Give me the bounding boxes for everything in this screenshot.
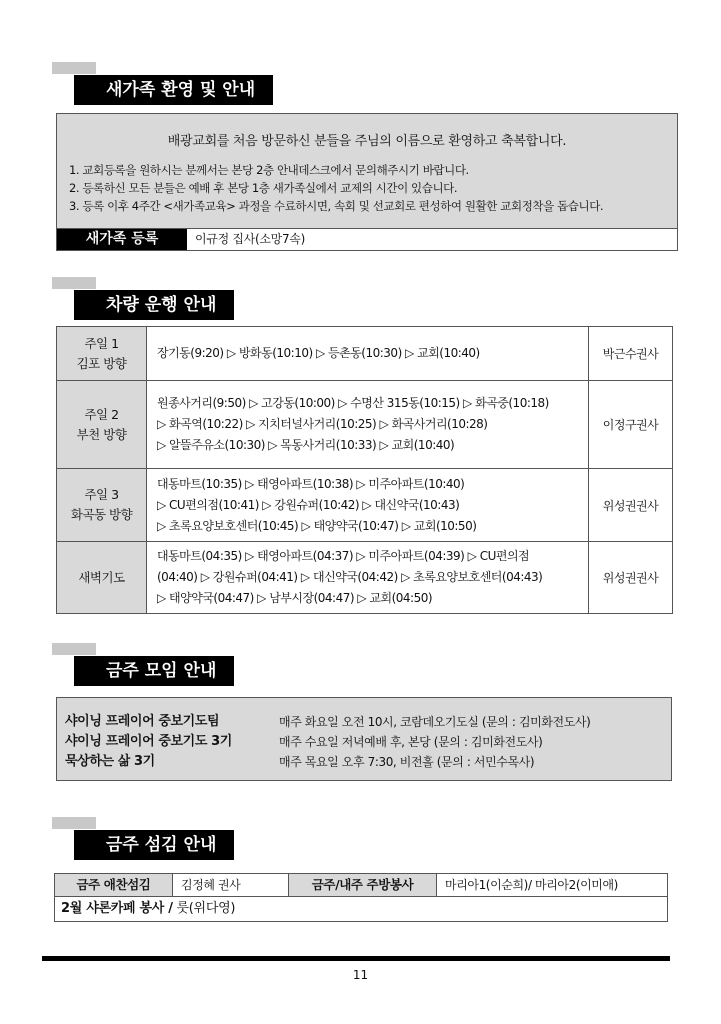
- route-driver: 위성권권사: [589, 469, 673, 542]
- cafe-label: 2월 샤론카페 봉사 /: [61, 901, 173, 916]
- route-driver: 위성권권사: [589, 542, 673, 614]
- newcomer-section-title: 새가족 환영 및 안내: [74, 75, 273, 105]
- section-tab-decoration: [52, 277, 96, 289]
- route-name: 주일 1 김포 방향: [57, 327, 147, 381]
- kitchen-label: 금주/내주 주방봉사: [289, 874, 437, 896]
- section-tab-decoration: [52, 643, 96, 655]
- list-item: 2. 등록하신 모든 분들은 예배 후 본당 1층 새가족실에서 교제의 시간이 있습니다.: [69, 181, 458, 195]
- list-item: 1. 교회등록을 원하시는 분께서는 본당 2층 안내데스크에서 문의해주시기 바랍니다.: [69, 163, 469, 177]
- route-name: 주일 2 부천 방향: [57, 381, 147, 469]
- welcome-message: 배광교회를 처음 방문하신 분들을 주님의 이름으로 환영하고 축복합니다.: [167, 134, 567, 149]
- route-stops: 원종사거리(9:50) ▷ 고강동(10:00) ▷ 수명산 315동(10:15) ▷ 화곡중(10:18) ▷ 화곡역(10:22) ▷ 지치터널사거리(10:25) ▷ 화곡사거리(10:28) ▷ 알뜰주유소(10:30) ▷ 목동사거리(10:33) ▷ 교회(10:40): [147, 381, 589, 469]
- table-row: [57, 469, 673, 542]
- kitchen-value: 마리아1(이순희)/ 마리아2(이미애): [445, 878, 618, 892]
- meetings-box: [56, 697, 672, 781]
- registration-contact: 이규정 집사(소망7속): [195, 232, 305, 246]
- meetings-section-title: 금주 모임 안내: [74, 656, 234, 686]
- vehicle-schedule-table: [56, 326, 673, 614]
- service-section-title: 금주 섬김 안내: [74, 830, 234, 860]
- praise-label: 금주 애찬섬김: [55, 874, 173, 896]
- list-item: [65, 732, 671, 752]
- meeting-detail: 매주 목요일 오후 7:30, 비전홀 (문의 : 서민수목사): [279, 755, 535, 769]
- section-tab-decoration: [52, 817, 96, 829]
- route-name: 주일 3 화곡동 방향: [57, 469, 147, 542]
- praise-value: 김정혜 권사: [173, 874, 289, 896]
- route-stops: 장기동(9:20) ▷ 방화동(10:10) ▷ 등촌동(10:30) ▷ 교회(10:40): [147, 327, 589, 381]
- route-name: 새벽기도: [57, 542, 147, 614]
- table-row: [55, 897, 667, 921]
- table-row: [57, 327, 673, 381]
- table-row: [57, 381, 673, 469]
- cafe-value: 룻(위다영): [176, 901, 236, 916]
- registration-label: 새가족 등록: [57, 229, 187, 250]
- list-item: [65, 752, 671, 772]
- meeting-detail: 매주 수요일 저녁예배 후, 본당 (문의 : 김미화전도사): [279, 735, 543, 749]
- vehicle-section-title: 차량 운행 안내: [74, 290, 234, 320]
- route-driver: 이정구권사: [589, 381, 673, 469]
- service-table: [54, 873, 668, 922]
- meeting-name: 묵상하는 삶 3기: [65, 754, 155, 769]
- page-number: 11: [352, 968, 369, 982]
- newcomer-guide-list: [69, 161, 677, 215]
- list-item: [65, 712, 671, 732]
- table-row: [55, 874, 667, 897]
- meeting-detail: 매주 화요일 오전 10시, 코람데오기도실 (문의 : 김미화전도사): [279, 715, 591, 729]
- meeting-name: 샤이닝 프레이어 중보기도 3기: [65, 734, 232, 749]
- table-row: [57, 542, 673, 614]
- route-driver: 박근수권사: [589, 327, 673, 381]
- footer-divider: [42, 956, 670, 961]
- newcomer-info-box: [56, 113, 678, 251]
- list-item: 3. 등록 이후 4주간 <새가족교육> 과정을 수료하시면, 속회 및 선교회로 편성하여 원활한 교회정착을 돕습니다.: [69, 199, 604, 213]
- route-stops: 대동마트(10:35) ▷ 태영아파트(10:38) ▷ 미주아파트(10:40) ▷ CU편의점(10:41) ▷ 강원슈퍼(10:42) ▷ 대신약국(10:43) ▷ 초록요양보호센터(10:45) ▷ 태양약국(10:47) ▷ 교회(10:50): [147, 469, 589, 542]
- registration-row: [57, 228, 677, 250]
- section-tab-decoration: [52, 62, 96, 74]
- route-stops: 대동마트(04:35) ▷ 태영아파트(04:37) ▷ 미주아파트(04:39) ▷ CU편의점 (04:40) ▷ 강원슈퍼(04:41) ▷ 대신약국(04:42) ▷ 초록요양보호센터(04:43) ▷ 태양약국(04:47) ▷ 남부시장(04:47) ▷ 교회(04:50): [147, 542, 589, 614]
- meeting-name: 샤이닝 프레이어 중보기도팀: [65, 714, 220, 729]
